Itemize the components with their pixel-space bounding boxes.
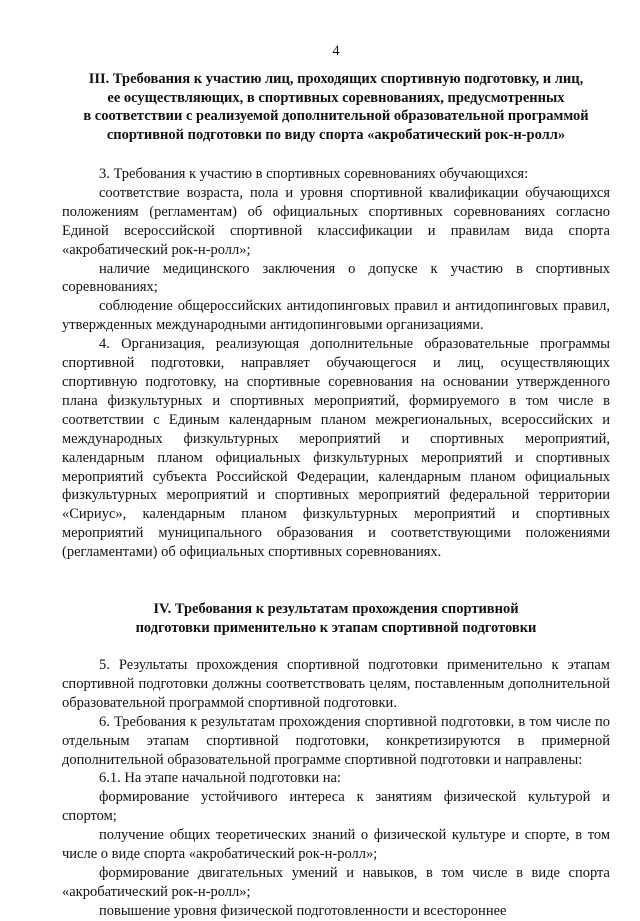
paragraph-skills: формирование двигательных умений и навыков, в том числе в виде спорта «акробатический рок-н-ролл»; [62, 865, 610, 900]
paragraph-4: 4. Организация, реализующая дополнительные образовательные программы спортивной подготовки, направляет обучающегося и лиц, осуществляющих спортивную подготовку, на спортивные соревнования на основании утвержденного плана физкультурных и спортивных мероприятий, формируемого в том числе в соответствии с Единым календарным планом межрегиональных, всероссийских и международных физкультурных мероприятий и спортивных мероприятий, календарным планом официальных физкультурных мероприятий и спортивных мероприятий субъекта Российской Федерации, календарным планом официальных физкультурных мероприятий и спортивных мероприятий федеральной территории «Сириус», календарным планом физкультурных мероприятий и спортивных мероприятий муниципального образования и соответствующими положениями (регламентами) об официальных спортивных соревнованиях. [62, 336, 610, 561]
paragraph-medical: наличие медицинского заключения о допуске к участию в спортивных соревнованиях; [62, 260, 610, 296]
section-4-title-line: подготовки применительно к этапам спортивной подготовки [135, 619, 537, 636]
section-3-title-line: в соответствии с реализуемой дополнительной образовательной программой [83, 108, 589, 124]
section-3-title-line: ее осуществляющих, в спортивных соревнованиях, предусмотренных [107, 89, 565, 106]
paragraph-3: 3. Требования к участию в спортивных соревнованиях обучающихся: [99, 166, 529, 182]
paragraph-antidoping: соблюдение общероссийских антидопинговых правил и антидопинговых правил, утвержденных международными антидопинговыми организациями. [62, 298, 610, 334]
section-3-title-line: III. Требования к участию лиц, проходящих спортивную подготовку, и лиц, [88, 71, 584, 87]
page-number: 4 [332, 43, 340, 59]
section-4-title [62, 600, 610, 637]
paragraph-knowledge: получение общих теоретических знаний о физической культуре и спорте, в том числе о виде спорта «акробатический рок-н-ролл»; [62, 827, 610, 863]
paragraph-5: 5. Результаты прохождения спортивной подготовки применительно к этапам спортивной подготовки должны соответствовать целям, поставленным дополнительной образовательной программой спортивной подготовки. [62, 657, 610, 711]
paragraph-age-qualification: соответствие возраста, пола и уровня спортивной квалификации обучающихся положениям (регламентам) об официальных спортивных соревнованиях согласно Единой всероссийской спортивной классификации и правилам вида спорта «акробатический рок-н-ролл»; [62, 184, 610, 258]
section-3-title [62, 70, 610, 144]
section-4-title-line: IV. Требования к результатам прохождения спортивной [153, 601, 519, 618]
paragraph-fitness: повышение уровня физической подготовленности и всестороннее [99, 902, 507, 919]
section-3-title-line: спортивной подготовки по виду спорта «акробатический рок-н-ролл» [106, 126, 566, 143]
paragraph-6: 6. Требования к результатам прохождения спортивной подготовки, в том числе по отдельным этапам спортивной подготовки, конкретизируются в примерной дополнительной образовательной программе спортивной подготовки и направлены: [62, 713, 610, 768]
paragraph-interest: формирование устойчивого интереса к занятиям физической культурой и спортом; [62, 789, 610, 825]
paragraph-6-1: 6.1. На этапе начальной подготовки на: [99, 770, 341, 787]
